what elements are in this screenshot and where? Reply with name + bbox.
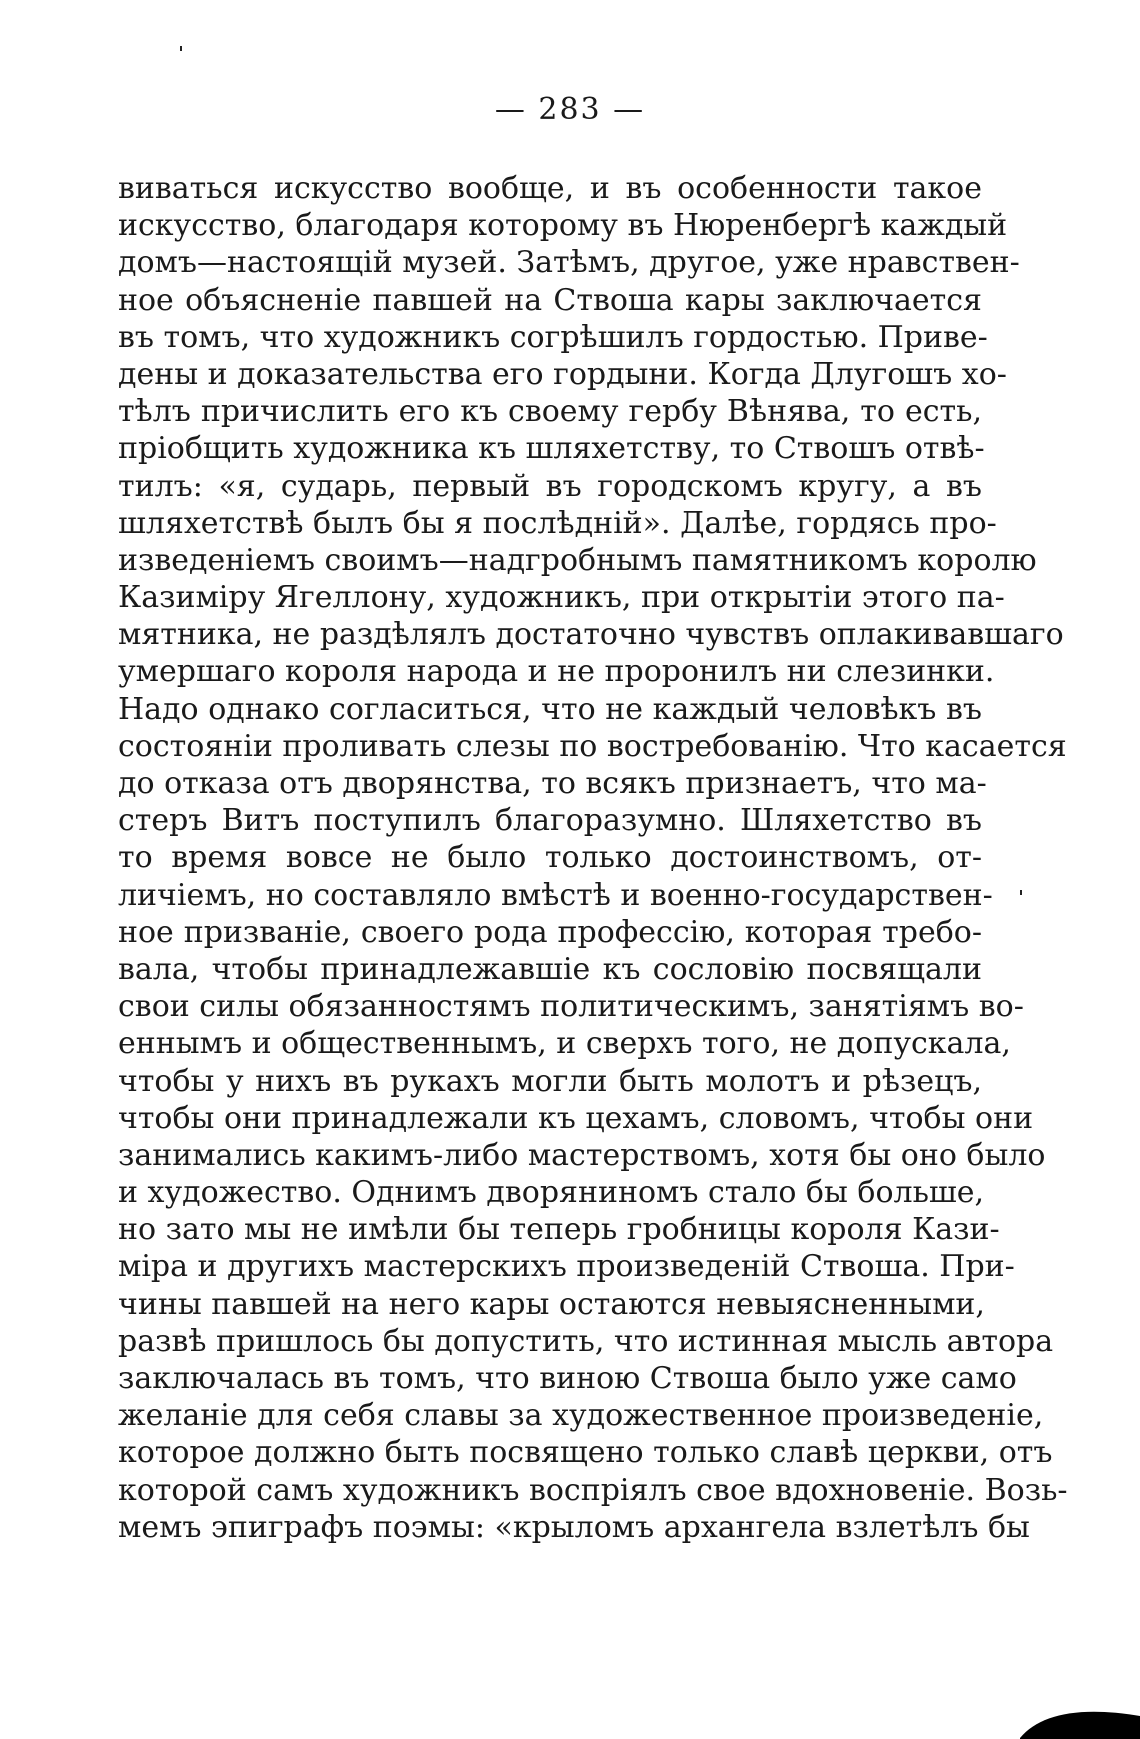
text-line: состояніи проливать слезы по востребованію. Что касается <box>118 728 1067 764</box>
page-number: — 283 — <box>494 92 646 127</box>
text-line: стеръ Витъ поступилъ благоразумно. Шляхетство въ <box>118 803 982 839</box>
text-line: свои силы обязанностямъ политическимъ, занятіямъ во- <box>118 989 1024 1025</box>
text-line: еннымъ и общественнымъ, и сверхъ того, не допускала, <box>118 1026 1011 1062</box>
text-line: которое должно быть посвящено только славѣ церкви, отъ <box>118 1435 1053 1471</box>
text-line: мемъ эпиграфъ поэмы: «крыломъ архангела взлетѣлъ бы <box>118 1509 1030 1545</box>
text-line: чины павшей на него кары остаются невыясненными, <box>118 1286 985 1322</box>
text-line: но зато мы не имѣли бы теперь гробницы короля Кази- <box>118 1212 1000 1248</box>
text-line: умершаго короля народа и не проронилъ ни слезинки. <box>118 654 995 690</box>
text-line: которой самъ художникъ воспріялъ свое вдохновеніе. Возь- <box>118 1472 1068 1508</box>
text-line: пріобщить художника къ шляхетству, то Ствошъ отвѣ- <box>118 431 985 467</box>
text-line: развѣ пришлось бы допустить, что истинная мысль автора <box>118 1323 1054 1359</box>
text-line: виваться искусство вообще, и въ особенности такое <box>118 171 982 206</box>
scan-speck <box>180 46 182 51</box>
page-curl-shape <box>1010 1694 1140 1739</box>
text-line: дены и доказательства его гордыни. Когда Длугошъ хо- <box>118 356 1007 392</box>
body-text <box>118 170 1068 1546</box>
text-line: заключалась въ томъ, что виною Ствоша было уже само <box>118 1361 1017 1396</box>
text-line: Казиміру Ягеллону, художникъ, при открытіи этого па- <box>118 580 1005 616</box>
scan-speck <box>1020 890 1022 895</box>
text-line: чтобы они принадлежали къ цехамъ, словомъ, чтобы они <box>118 1100 1034 1136</box>
text-line: вала, чтобы принадлежавшіе къ сословію посвящали <box>118 951 982 987</box>
text-line: Надо однако согласиться, что не каждый человѣкъ въ <box>118 691 982 727</box>
text-line: и художество. Однимъ дворяниномъ стало бы больше, <box>118 1175 985 1211</box>
text-line: ное призваніе, своего рода профессію, которая требо- <box>118 914 982 950</box>
text-line: желаніе для себя славы за художественное произведеніе, <box>118 1398 1044 1434</box>
text-line: тилъ: «я, сударь, первый въ городскомъ кругу, а въ <box>118 468 982 504</box>
text-line: ное объясненіе павшей на Ствоша кары заключается <box>118 282 982 318</box>
text-line: занимались какимъ-либо мастерствомъ, хотя бы оно было <box>118 1137 1046 1173</box>
text-line: тѣлъ причислить его къ своему гербу Вѣнява, то есть, <box>118 394 982 430</box>
text-line: изведеніемъ своимъ—надгробнымъ памятникомъ королю <box>118 542 1037 578</box>
text-line: домъ—настоящій музей. Затѣмъ, другое, уже нравствен- <box>118 245 1020 281</box>
text-line: до отказа отъ дворянства, то всякъ признаетъ, что ма- <box>118 766 987 801</box>
text-line: шляхетствѣ былъ бы я послѣдній». Далѣе, гордясь про- <box>118 505 997 541</box>
text-line: то время вовсе не было только достоинствомъ, от- <box>118 840 982 876</box>
text-line: въ томъ, что художникъ согрѣшилъ гордостью. Приве- <box>118 319 988 355</box>
text-line: міра и другихъ мастерскихъ произведеній Ствоша. При- <box>118 1249 1015 1285</box>
text-line: личіемъ, но составляло вмѣстѣ и военно-государствен- <box>118 877 993 913</box>
text-line: чтобы у нихъ въ рукахъ могли быть молотъ и рѣзецъ, <box>118 1063 982 1099</box>
text-line: мятника, не раздѣлялъ достаточно чувствъ оплакивавшаго <box>118 617 1064 653</box>
text-line: искусство, благодаря которому въ Нюренбергѣ каждый <box>118 208 1008 244</box>
